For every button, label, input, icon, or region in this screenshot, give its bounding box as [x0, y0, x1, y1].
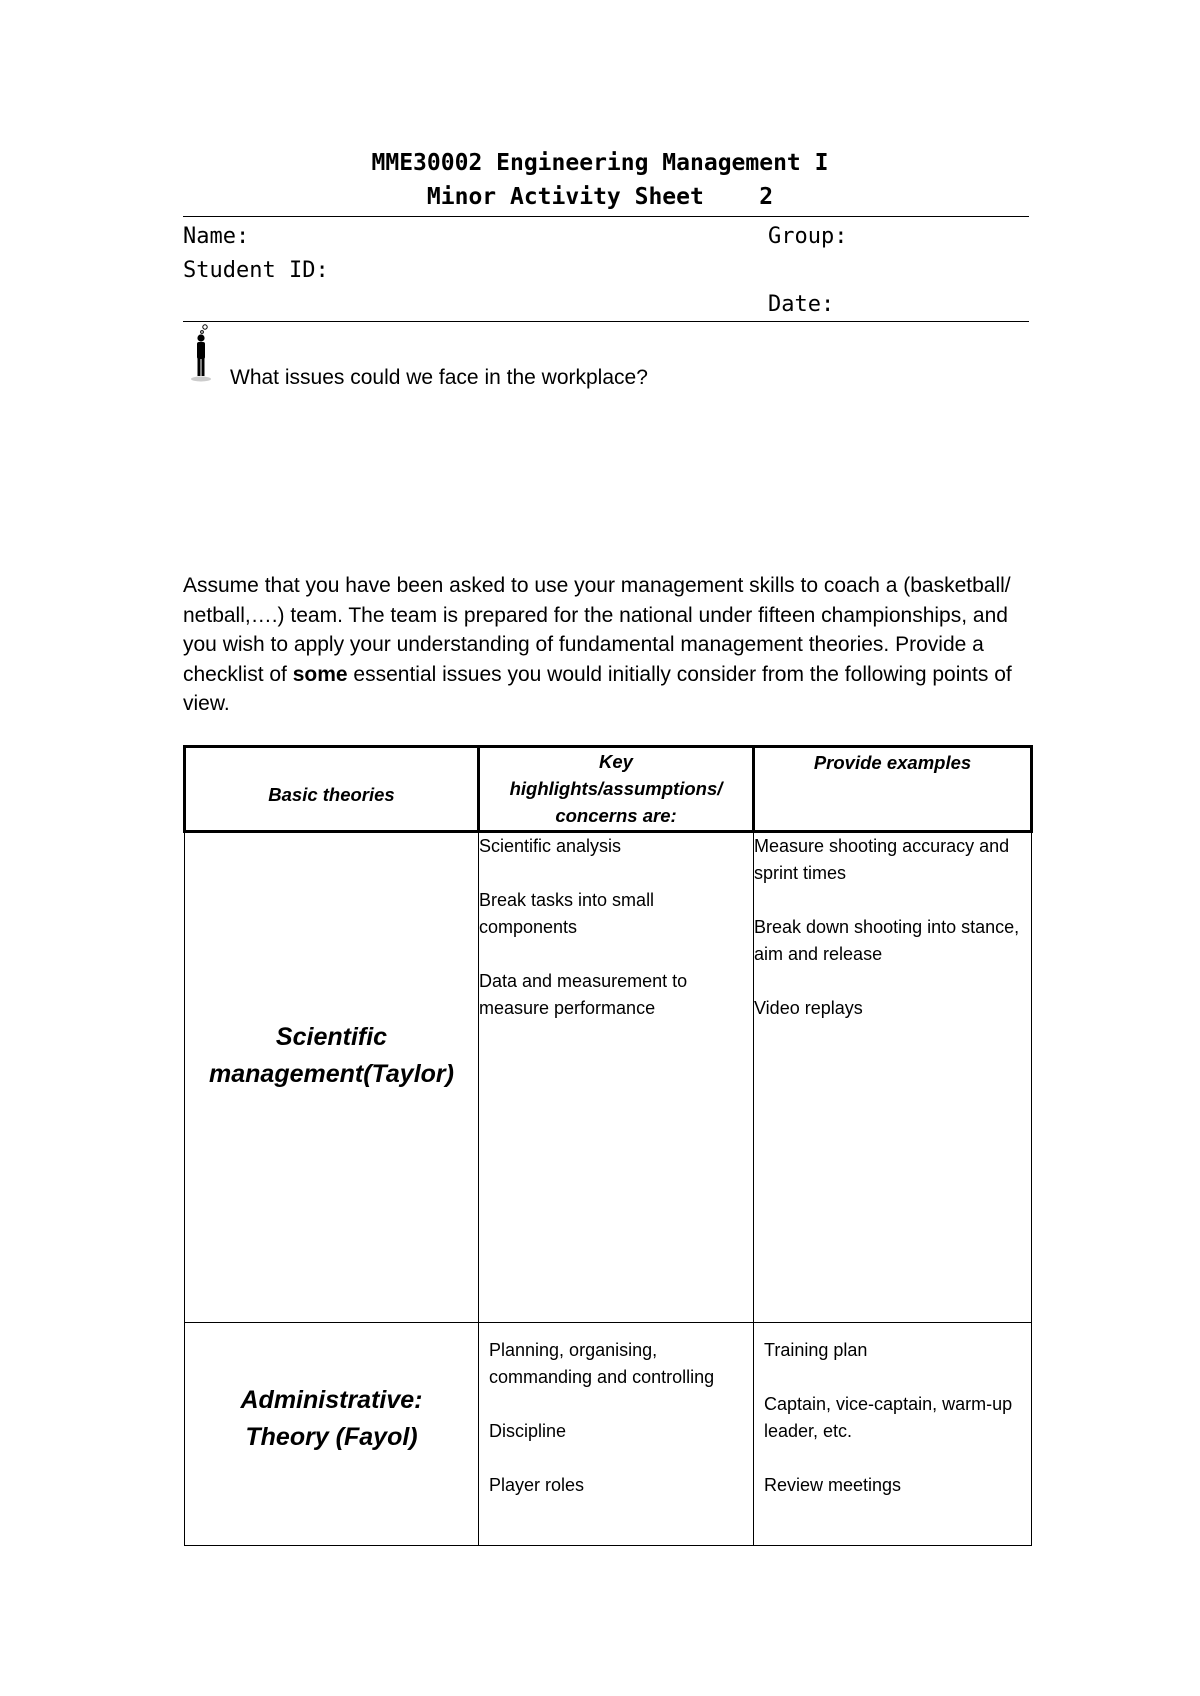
theory-name: Scientific management(Taylor) — [209, 1022, 454, 1088]
para-text-2: essential issues you would initially consider from the following points of view. — [183, 662, 1012, 715]
highlight-item: Discipline — [489, 1421, 567, 1441]
para-text-1: Assume that you have been asked to use your management skills to coach a (basketball/ netball,….) team. The team is prepared for the national under fifteen championships, and you wish to apply your understanding of fundamental management theories. Provide a checklist of — [183, 574, 1011, 686]
instructions-paragraph — [183, 571, 1023, 719]
table-row — [185, 1323, 1032, 1546]
bottom-rule — [183, 321, 1029, 322]
date-label: Date: — [768, 292, 835, 317]
group-label: Group: — [768, 224, 848, 249]
example-item: Measure shooting accuracy and sprint times — [754, 836, 1010, 883]
highlight-item: Player roles — [489, 1475, 585, 1495]
table-row — [185, 832, 1032, 1323]
example-item: Captain, vice-captain, warm-up leader, etc. — [764, 1394, 1013, 1441]
example-item: Video replays — [754, 998, 863, 1018]
theory-name: Administrative: Theory (Fayol) — [240, 1386, 423, 1451]
highlight-item: Scientific analysis — [479, 836, 622, 856]
top-rule — [183, 216, 1029, 217]
table-header-row — [185, 747, 1032, 832]
example-item: Break down shooting into stance, aim and release — [754, 917, 1020, 964]
name-label: Name: — [183, 224, 250, 249]
header-basic-theories: Basic theories — [268, 783, 395, 805]
thinking-person-icon — [188, 322, 214, 384]
header-provide-examples: Provide examples — [813, 752, 972, 773]
student-id-label: Student ID: — [183, 258, 329, 283]
highlight-item: Data and measurement to measure performance — [479, 971, 688, 1018]
theories-table — [183, 745, 1033, 1546]
highlight-item: Break tasks into small components — [479, 890, 655, 937]
course-title: MME30002 Engineering Management I — [371, 150, 829, 176]
para-bold-word: some — [292, 662, 348, 686]
header-key-highlights: Key highlights/assumptions/ concerns are: — [509, 751, 723, 826]
sheet-title: Minor Activity Sheet 2 — [426, 184, 774, 210]
highlight-item: Planning, organising, commanding and controlling — [489, 1340, 715, 1387]
example-item: Review meetings — [764, 1475, 902, 1495]
example-item: Training plan — [764, 1340, 868, 1360]
workplace-question: What issues could we face in the workplace? — [230, 366, 648, 389]
